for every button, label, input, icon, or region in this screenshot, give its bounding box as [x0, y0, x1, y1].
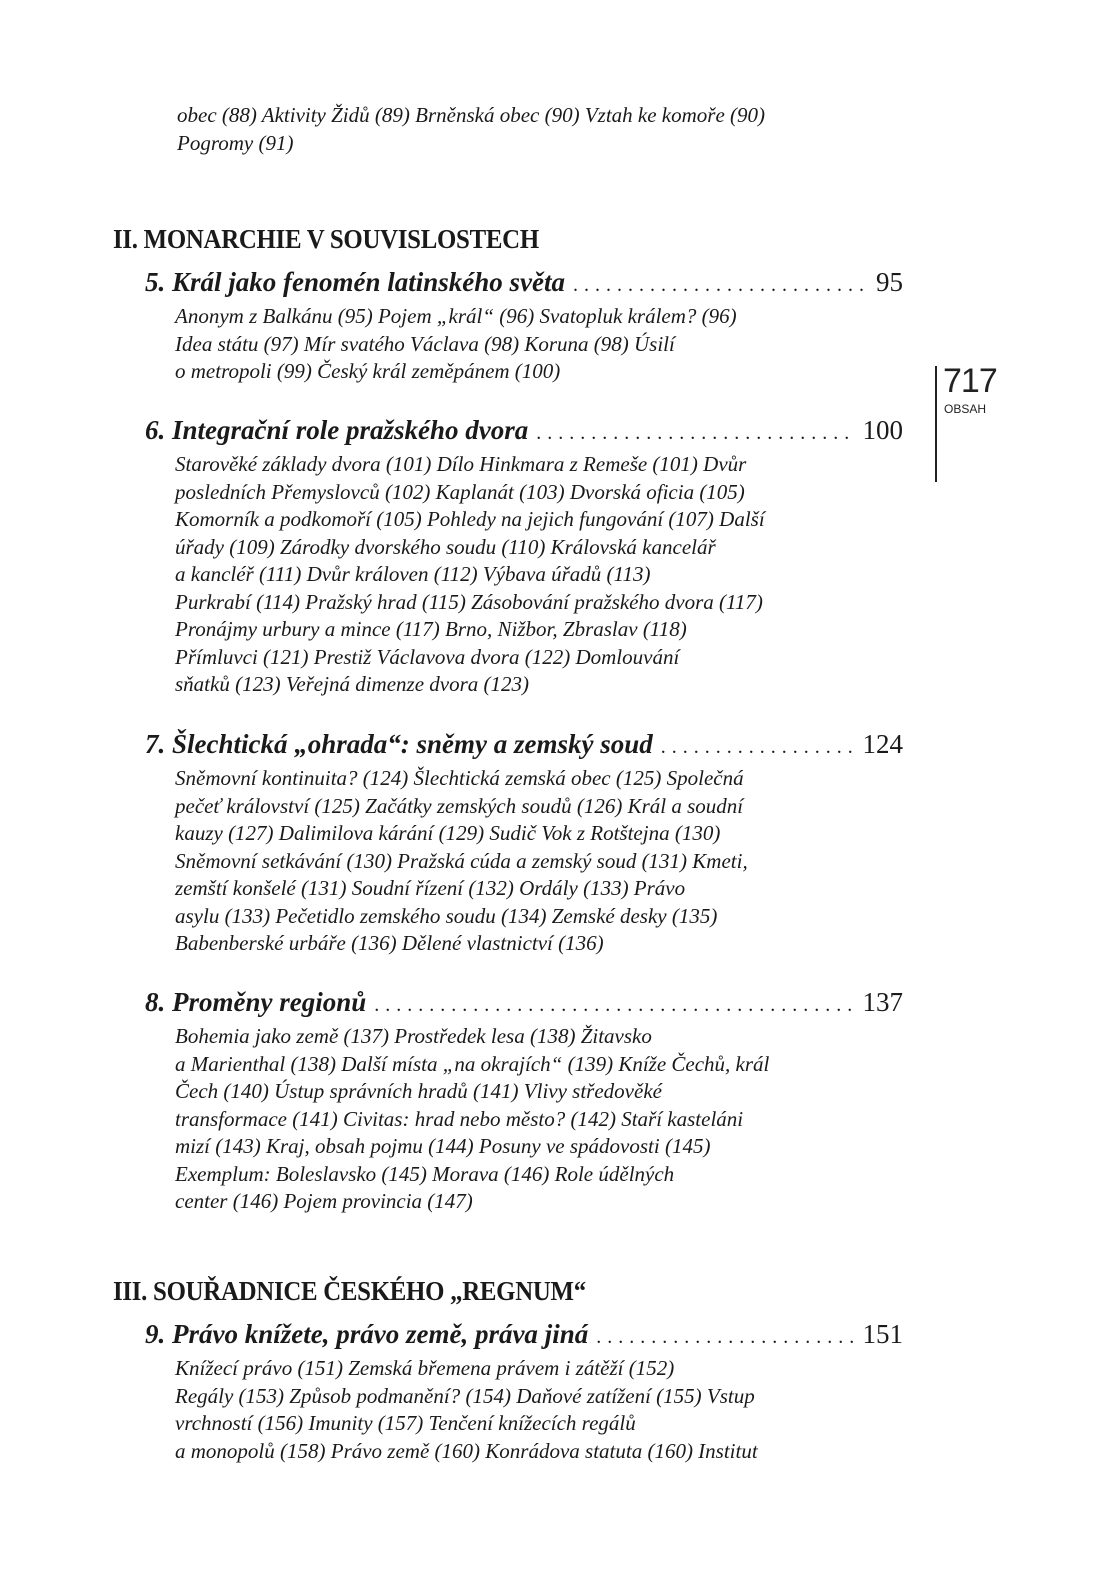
subtopic-line: úřady (109) Zárodky dvorského soudu (110) Královská kancelář [175, 534, 716, 559]
subtopic-line: Pronájmy urbury a mince (117) Brno, Nižbor, Zbraslav (118) [175, 617, 687, 641]
dot-leader [596, 1321, 854, 1353]
chapter-page-number: 137 [862, 987, 903, 1017]
subtopic-line: posledních Přemyslovců (102) Kaplanát (103) Dvorská oficia (105) [175, 479, 745, 504]
chapter-number: 5. [145, 267, 166, 297]
subtopic-line: Regály (153) Způsob podmanění? (154) Daňové zatížení (155) Vstup [175, 1383, 755, 1408]
continued-fragment [177, 102, 877, 157]
subtopic-line: transformace (141) Civitas: hrad nebo město? (142) Staří kasteláni [175, 1106, 744, 1131]
subtopic-line: Sněmovní kontinuita? (124) Šlechtická zemská obec (125) Společná [175, 766, 744, 790]
subtopic-line: a monopolů (158) Právo země (160) Konrádova statuta (160) Institut [175, 1438, 758, 1463]
subtopic-line: center (146) Pojem provincia (147) [175, 1189, 473, 1213]
fragment-line: Pogromy (91) [177, 130, 294, 155]
chapter-subtopics [175, 303, 855, 386]
dot-leader [573, 269, 868, 301]
chapter-number: 6. [145, 415, 166, 445]
subtopic-line: asylu (133) Pečetidlo zemského soudu (134) Zemské desky (135) [175, 903, 718, 928]
part-heading-ii: II. MONARCHIE V SOUVISLOSTECH [113, 224, 539, 254]
subtopic-line: Komorník a podkomoří (105) Pohledy na jejich fungování (107) Další [175, 507, 765, 531]
subtopic-line: Anonym z Balkánu (95) Pojem „král“ (96) Svatopluk králem? (96) [175, 304, 737, 328]
part-heading-iii: III. SOUŘADNICE ČESKÉHO „REGNUM“ [113, 1276, 586, 1306]
subtopic-line: Purkrabí (114) Pražský hrad (115) Zásobování pražského dvora (117) [175, 589, 763, 614]
chapter-title: Král jako fenomén latinského světa [172, 267, 566, 297]
chapter-8 [145, 986, 903, 1216]
chapter-subtopics [175, 1023, 855, 1216]
subtopic-line: Přímluvci (121) Prestiž Václavova dvora (122) Domlouvání [175, 644, 680, 669]
chapter-9 [145, 1318, 903, 1465]
chapter-title: Šlechtická „ohrada“: sněmy a zemský soud [172, 729, 653, 759]
fragment-line: obec (88) Aktivity Židů (89) Brněnská obec (90) Vztah ke komoře (90) [177, 103, 766, 127]
chapter-heading[interactable] [145, 1318, 903, 1353]
chapter-number: 8. [145, 987, 166, 1017]
subtopic-line: Idea státu (97) Mír svatého Václava (98) Koruna (98) Úsilí [175, 331, 675, 356]
margin-rule [935, 366, 937, 482]
chapter-heading[interactable] [145, 728, 903, 763]
chapter-page-number: 151 [862, 1319, 903, 1349]
chapter-heading[interactable] [145, 414, 903, 449]
chapter-7 [145, 728, 903, 958]
subtopic-line: Čech (140) Ústup správních hradů (141) Vlivy středověké [175, 1079, 662, 1103]
chapter-subtopics [175, 451, 855, 699]
subtopic-line: sňatků (123) Veřejná dimenze dvora (123) [175, 672, 530, 696]
chapter-subtopics [175, 1355, 855, 1465]
chapter-page-number: 100 [862, 415, 903, 445]
chapter-5 [145, 266, 903, 386]
chapter-title: Právo knížete, právo země, práva jiná [172, 1319, 589, 1349]
chapter-page-number: 95 [876, 267, 903, 297]
chapter-heading[interactable] [145, 986, 903, 1021]
subtopic-line: mizí (143) Kraj, obsah pojmu (144) Posuny ve spádovosti (145) [175, 1134, 711, 1158]
dot-leader [536, 417, 854, 449]
chapter-heading[interactable] [145, 266, 903, 301]
subtopic-line: Starověké základy dvora (101) Dílo Hinkmara z Remeše (101) Dvůr [175, 452, 747, 476]
subtopic-line: a Marienthal (138) Další místa „na okrajích“ (139) Kníže Čechů, král [175, 1051, 770, 1076]
subtopic-line: vrchností (156) Imunity (157) Tenčení knížecích regálů [175, 1411, 636, 1435]
subtopic-line: zemští konšelé (131) Soudní řízení (132) Ordály (133) Právo [175, 876, 686, 900]
subtopic-line: Bohemia jako země (137) Prostředek lesa (138) Žitavsko [175, 1024, 652, 1048]
chapter-subtopics [175, 765, 855, 958]
dot-leader [374, 989, 854, 1021]
chapter-number: 9. [145, 1319, 166, 1349]
subtopic-line: Exemplum: Boleslavsko (145) Morava (146) Role údělných [175, 1161, 675, 1186]
subtopic-line: o metropoli (99) Český král zeměpánem (100) [175, 359, 561, 383]
subtopic-line: kauzy (127) Dalimilova kárání (129) Sudič Vok z Rotštejna (130) [175, 821, 721, 845]
page-number: 717 [943, 362, 997, 400]
chapter-title: Proměny regionů [172, 987, 367, 1017]
subtopic-line: a kancléř (111) Dvůr královen (112) Výbava úřadů (113) [175, 562, 651, 586]
chapter-6 [145, 414, 903, 699]
subtopic-line: Babenberské urbáře (136) Dělené vlastnictví (136) [175, 931, 604, 955]
subtopic-line: Sněmovní setkávání (130) Pražská cúda a zemský soud (131) Kmeti, [175, 848, 748, 873]
chapter-page-number: 124 [862, 729, 903, 759]
chapter-title: Integrační role pražského dvora [172, 415, 529, 445]
dot-leader [661, 731, 855, 763]
section-label: OBSAH [944, 402, 987, 416]
subtopic-line: Knížecí právo (151) Zemská břemena právem i zátěží (152) [175, 1356, 675, 1380]
subtopic-line: pečeť království (125) Začátky zemských soudů (126) Král a soudní [175, 793, 744, 818]
chapter-number: 7. [145, 729, 166, 759]
